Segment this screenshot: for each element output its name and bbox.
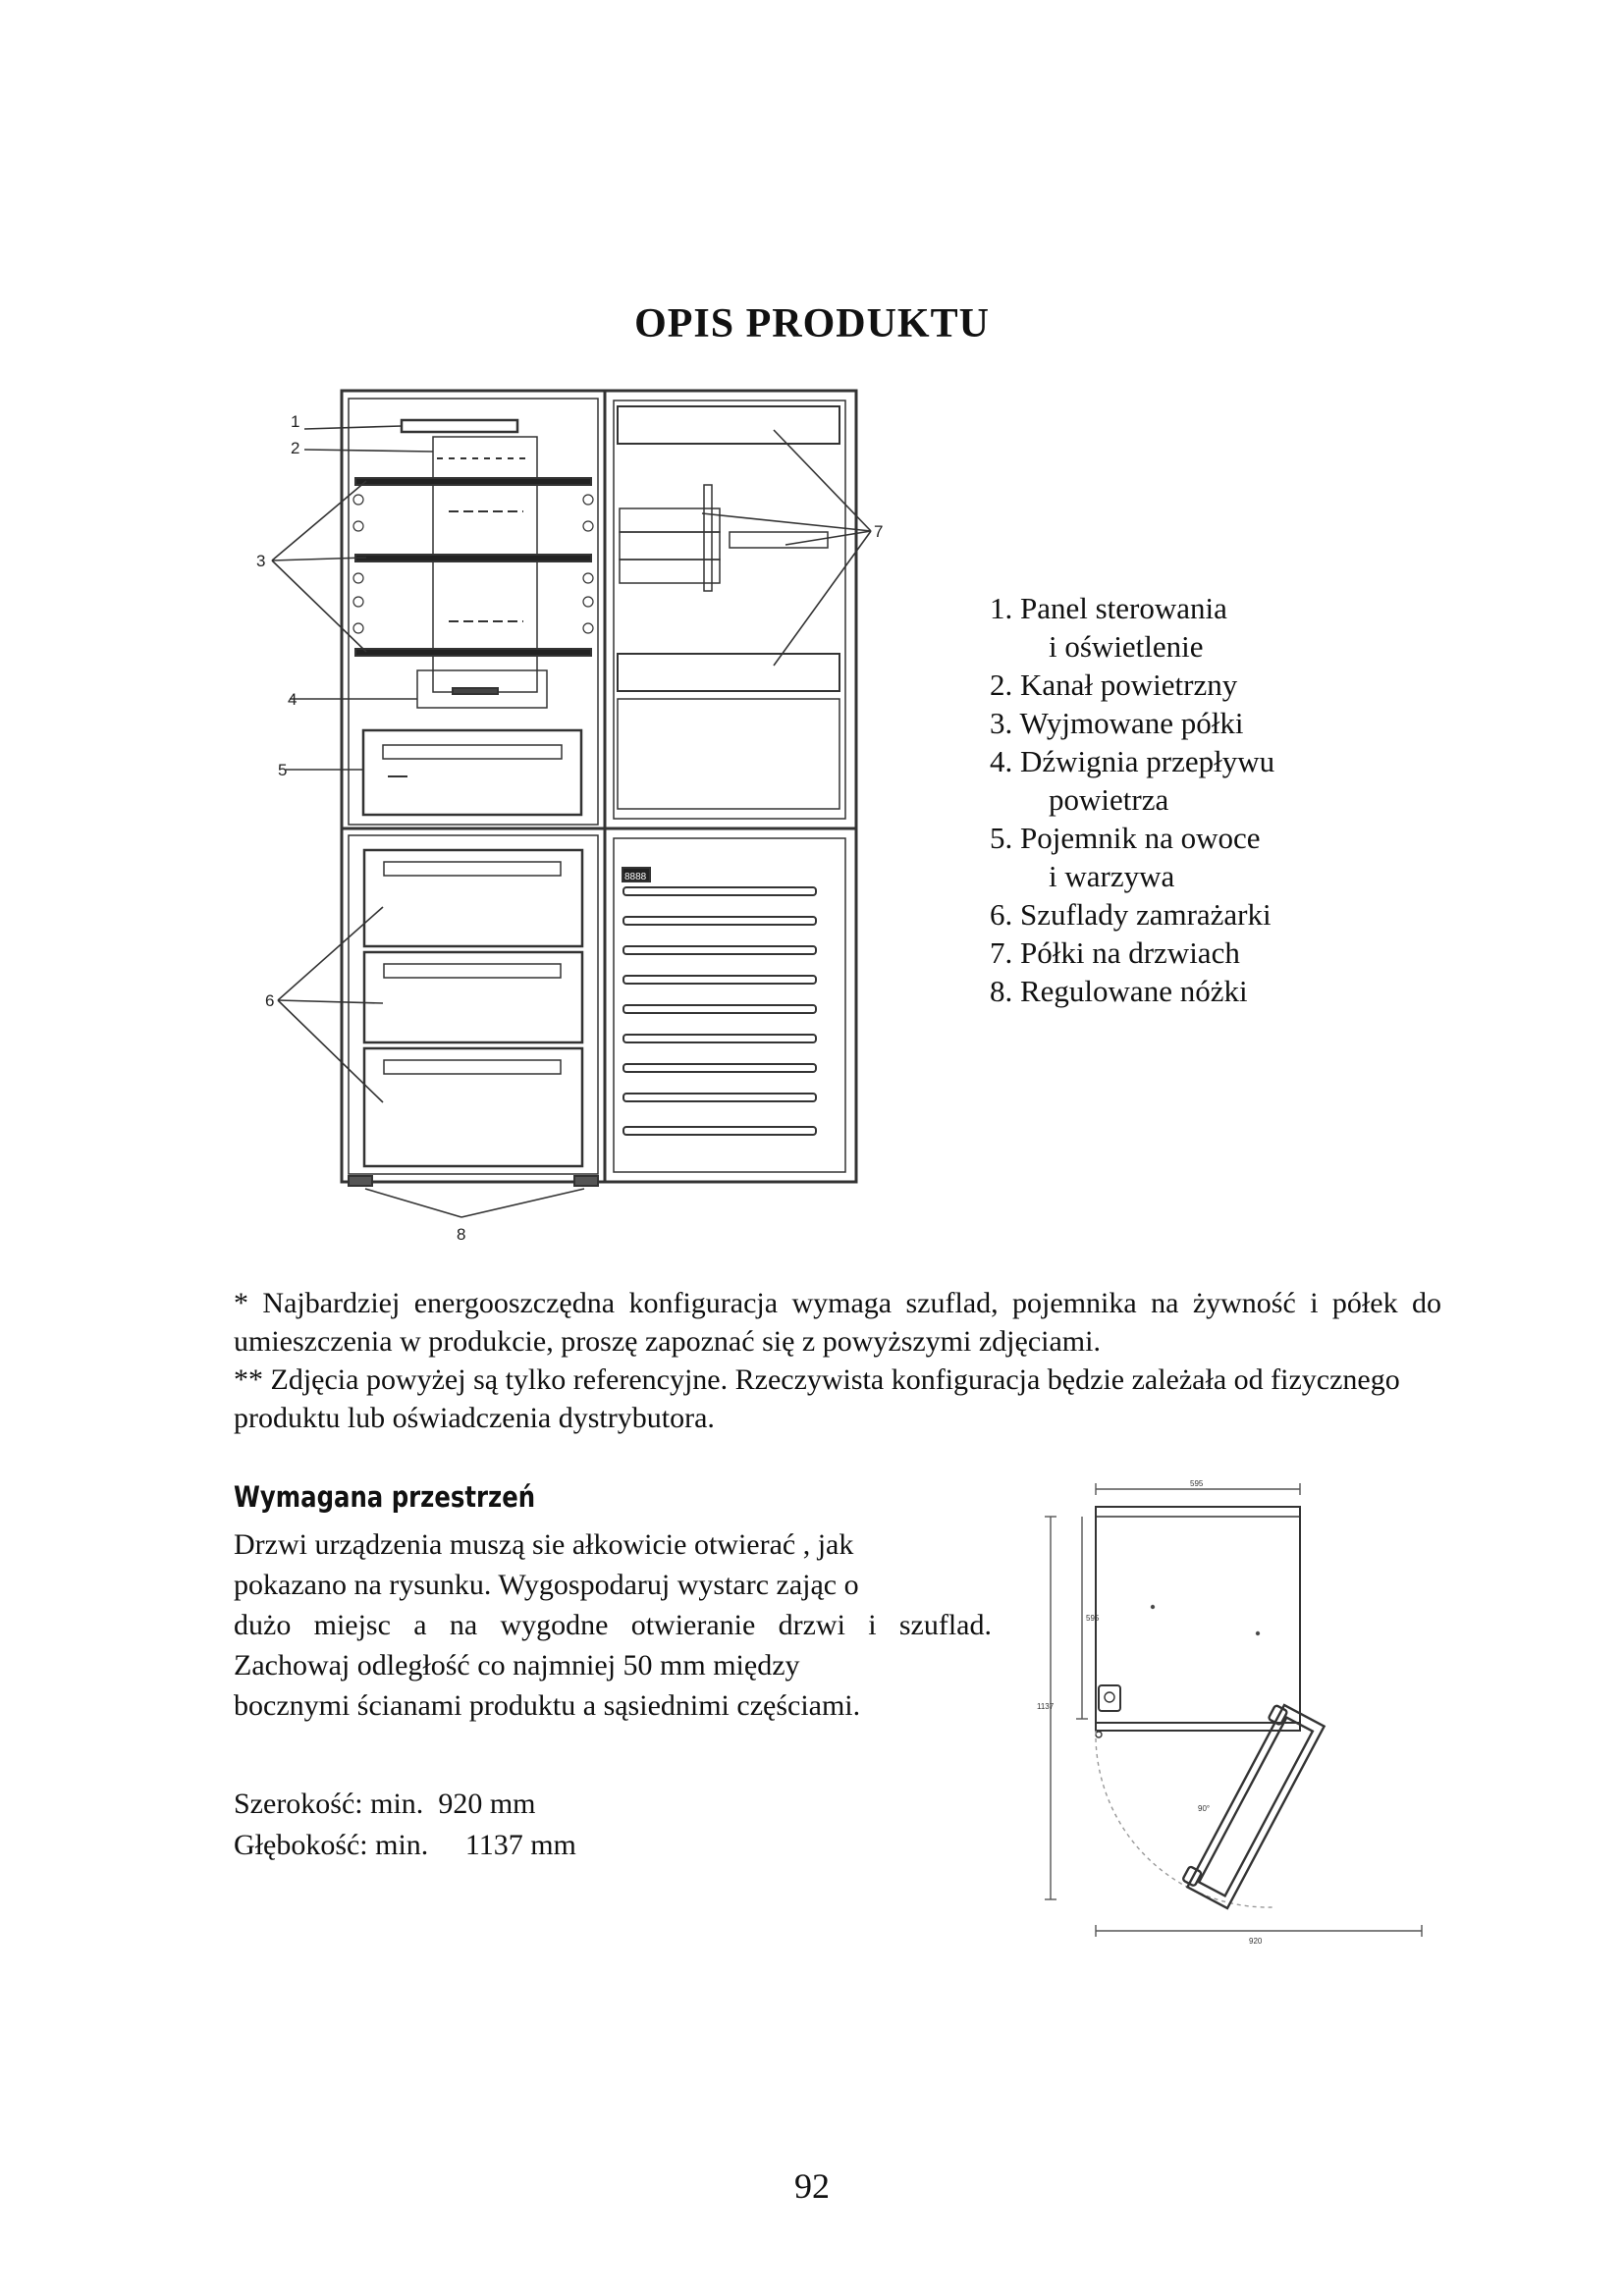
control-panel <box>402 420 517 432</box>
shelf-1 <box>355 478 591 485</box>
dim-angle: 90° <box>1198 1804 1211 1813</box>
depth-label: Głębokość: min. <box>234 1829 429 1861</box>
space-line: Zachowaj odległość co najmniej 50 mm między <box>234 1649 800 1682</box>
shelf-3 <box>355 649 591 656</box>
space-line: pokazano na rysunku. Wygospodaruj wystarc zając o <box>234 1569 859 1601</box>
callout-4: 4 <box>288 690 298 709</box>
cabinet-outline <box>342 391 605 1182</box>
foot-right <box>574 1176 598 1186</box>
dim-top: 595 <box>1190 1479 1204 1488</box>
dim-bottom: 920 <box>1249 1937 1263 1946</box>
callout-5: 5 <box>278 761 288 779</box>
callout-8: 8 <box>457 1225 466 1244</box>
freezer-drawer-1 <box>364 850 582 946</box>
depth-row <box>234 1825 576 1866</box>
dim-side-total: 1137 <box>1037 1702 1055 1711</box>
space-line: bocznymi ścianami produktu a sąsiednimi częściami. <box>234 1689 861 1722</box>
callout-2: 2 <box>291 439 300 457</box>
dim-side-upper: 595 <box>1086 1614 1100 1623</box>
legend-item: 8. Regulowane nóżki <box>990 974 1248 1008</box>
freezer-compartment <box>349 835 598 1174</box>
airflow-lever <box>453 688 498 694</box>
callout-6: 6 <box>265 991 275 1010</box>
section-heading: Wymagana przestrzeń <box>234 1480 536 1514</box>
fridge-compartment <box>349 399 598 825</box>
legend-item: 1. Panel sterowania i oświetlenie <box>990 591 1227 664</box>
page-title: OPIS PRODUKTU <box>634 301 990 347</box>
freezer-drawer-2 <box>364 952 582 1042</box>
notes-block <box>234 1284 1441 1437</box>
cabinet-top-view <box>1096 1507 1300 1723</box>
fridge-diagram <box>211 371 918 1255</box>
callout-1: 1 <box>291 412 300 431</box>
note-energy: * Najbardziej energooszczędna konfiguracja wymaga szuflad, pojemnika na żywność i półek do umieszczenia w produkcie, proszę zapoznać się z powyższymi zdjęciami. <box>234 1287 1441 1358</box>
legend-item: 5. Pojemnik na owoce i warzywa <box>990 821 1261 893</box>
width-value: 920 mm <box>438 1788 536 1820</box>
display-label: 8888 <box>624 872 647 882</box>
door-shelf-1 <box>618 406 839 444</box>
door-shelf-2 <box>618 654 839 691</box>
dimensions-block <box>234 1784 576 1866</box>
depth-value: 1137 mm <box>464 1829 576 1861</box>
crisper-drawer <box>363 730 581 815</box>
shelf-2 <box>355 555 591 561</box>
space-paragraph <box>234 1524 992 1726</box>
upper-door <box>605 391 856 828</box>
clearance-diagram <box>1021 1477 1434 1949</box>
callout-3: 3 <box>256 552 266 570</box>
width-label: Szerokość: min. <box>234 1788 424 1820</box>
foot-left <box>349 1176 372 1186</box>
width-row <box>234 1784 576 1825</box>
page-number: 92 <box>794 2166 830 2206</box>
legend-item: 3. Wyjmowane półki <box>990 706 1244 740</box>
legend-item: 2. Kanał powietrzny <box>990 667 1238 702</box>
legend-item: 4. Dźwignia przepływu powietrza <box>990 744 1275 817</box>
parts-legend <box>990 589 1274 1010</box>
legend-item: 6. Szuflady zamrażarki <box>990 897 1272 932</box>
space-line: dużo miejsc a na wygodne otwieranie drzwi i szuflad. <box>234 1609 992 1641</box>
space-line: Drzwi urządzenia muszą sie ałkowicie otwierać , jak <box>234 1528 854 1561</box>
legend-item: 7. Półki na drzwiach <box>990 935 1240 970</box>
callout-7: 7 <box>874 522 884 541</box>
note-reference: ** Zdjęcia powyżej są tylko referencyjne. Rzeczywista konfiguracja będzie zależała od fizycznego produktu lub oświadczenia dystrybutora. <box>234 1363 1400 1434</box>
freezer-drawer-3 <box>364 1048 582 1166</box>
